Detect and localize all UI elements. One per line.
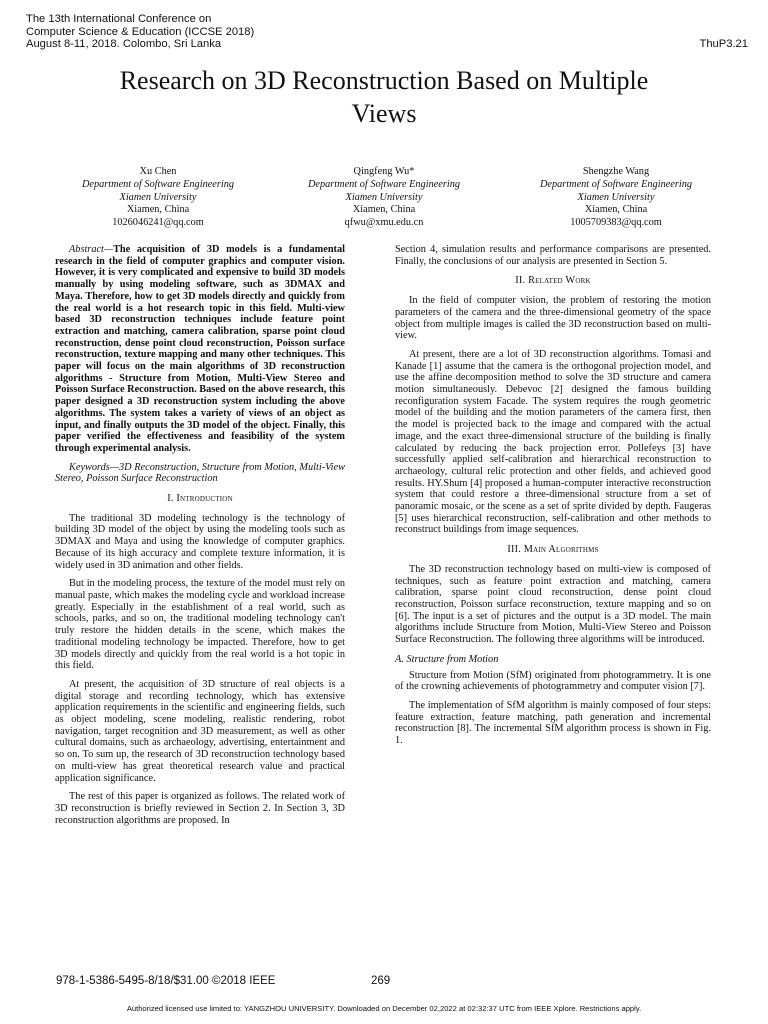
paragraph: The implementation of SfM algorithm is mainly composed of four steps: feature extraction, feature matching, path generation and incremental reconstruction [8]. The incremental SfM algorithm process is shown in Fig. 1. [395, 699, 711, 747]
paragraph: At present, there are a lot of 3D reconstruction algorithms. Tomasi and Kanade [1] assume that the camera is the orthogonal projection model, and use the affine decomposition method to solve the 3D structure and camera motion simultaneously. Debevoc [2] designed the famous building reconfiguration system Facade. The system requires the rough geometric model of the building and the motion parameters of the camera first, then the model is projected back to the image and compared with the actual image, and the exact three-dimensional structure of the building is finally calculated by reducing the back projection error. Pollefeys [3] have successfully applied self-calibration and hierarchical reconstruction to archaeology, cultural relic protection and other fields, and achieved good results. HY.Shum [4] proposed a human-computer interactive reconstruction system that could restore a three-dimensional structure from a set of panoramic mosaic, or the scene as a set of sprite divided by depth. Faugeras [5] uses hierarchical reconstruction, self-calibration and other methods to reconstruct buildings from image sequences. [395, 348, 711, 536]
license-notice: Authorized licensed use limited to: YANGZHOU UNIVERSITY. Downloaded on December 02,2022 at 02:32:37 UTC from IEEE Xplore. Restrictions apply. [126, 1004, 642, 1013]
author-name: Shengzhe Wang [582, 166, 650, 177]
paper-title-line1: Research on 3D Reconstruction Based on Multiple [119, 66, 649, 95]
author-university: Xiamen University [345, 191, 423, 203]
conference-name-line2: Computer Science & Education (ICCSE 2018) [26, 25, 255, 38]
session-code: ThuP3.21 [699, 38, 748, 50]
paragraph: Structure from Motion (SfM) originated from photogrammetry. It is one of the crowning achievements of photogrammetry and computer vision [7]. [395, 669, 711, 693]
author-card-2 [264, 166, 504, 230]
author-location: Xiamen, China [352, 204, 416, 216]
conference-name-line1: The 13th International Conference on [26, 13, 212, 25]
paper-title [40, 64, 728, 130]
author-location: Xiamen, China [584, 204, 648, 216]
subsection-heading-sfm: A. Structure from Motion [395, 653, 499, 665]
keywords: Keywords—3D Reconstruction, Structure from Motion, Multi-View Stereo, Poisson Surface Reconstruction [55, 461, 345, 485]
author-department: Department of Software Engineering [307, 178, 461, 190]
author-university: Xiamen University [577, 191, 655, 203]
author-email: 1005709383@qq.com [570, 217, 662, 229]
conference-header [26, 13, 254, 51]
section-heading-introduction: I. Introduction [167, 493, 233, 505]
section-heading-related-work: II. Related Work [515, 275, 591, 287]
right-column [395, 244, 711, 754]
author-department: Department of Software Engineering [81, 178, 235, 190]
abstract [55, 244, 345, 455]
paragraph: The 3D reconstruction technology based on multi-view is composed of techniques, such as feature point extraction and matching, camera calibration, sparse point cloud reconstruction, dense point cloud reconstruction, Poisson surface reconstruction, texture mapping and so on [6]. The input is a set of pictures and the output is a 3D model. The main algorithms include Structure from Motion, Multi-View Stereo and Poisson Surface Reconstruction. The following three algorithms will be introduced. [395, 563, 711, 646]
left-column [55, 244, 345, 833]
section-heading-main-algorithms: III. Main Algorithms [507, 544, 599, 556]
abstract-lead: Abstract— [69, 244, 114, 255]
paper-title-line2: Views [351, 99, 417, 128]
paragraph: The traditional 3D modeling technology is the technology of building 3D model of the object by using the modeling tools such as 3DMAX and Maya and using the knowledge of computer graphics. Because of its high accuracy and complete texture information, it is widely used in 3D animation and other fields. [55, 512, 345, 571]
author-card-1 [38, 166, 278, 230]
author-university: Xiamen University [119, 191, 197, 203]
abstract-body: The acquisition of 3D models is a fundamental research in the field of computer graphics and computer vision. However, it is very complicated and expensive to build 3D models manually by using modeling software, such as 3DMAX and Maya. Therefore, how to get 3D models directly and quickly from the real world is a hot research topic in this field. Multi-view based 3D reconstruction techniques include feature point extraction and matching, camera calibration, sparse point cloud reconstruction, dense point cloud reconstruction, Poisson surface reconstruction, texture mapping and many other techniques. This paper will focus on the main algorithms of 3D reconstruction algorithms - Structure from Motion, Multi-View Stereo and Poisson Surface Reconstruction. Based on the above research, this paper designed a 3D reconstruction system including the above algorithms. The system takes a variety of views of an object as input, and finally outputs the 3D model of the object. Finally, this paper verified the effectiveness and feasibility of the system through experimental analysis. [55, 244, 345, 454]
author-card-3 [496, 166, 736, 230]
author-location: Xiamen, China [126, 204, 190, 216]
author-block [0, 166, 768, 236]
conference-date-location: August 8-11, 2018. Colombo, Sri Lanka [26, 38, 222, 51]
paragraph: The rest of this paper is organized as follows. The related work of 3D reconstruction is briefly reviewed in Section 2. In Section 3, 3D reconstruction algorithms are proposed. In [55, 791, 345, 826]
paragraph: In the field of computer vision, the problem of restoring the motion parameters of the camera and the three-dimensional geometry of the space object from multiple images is called the 3D reconstruction based on multi-view. [395, 295, 711, 342]
author-name: Qingfeng Wu* [353, 166, 415, 177]
isbn-copyright: 978-1-5386-5495-8/18/$31.00 ©2018 IEEE [56, 975, 276, 987]
author-name: Xu Chen [139, 166, 177, 177]
author-email: qfwu@xmu.edu.cn [344, 217, 424, 229]
paragraph: At present, the acquisition of 3D structure of real objects is a digital storage and recording technology, which has extensive application requirements in the scientific and engineering fields, such as object modeling, scene modeling, realistic rendering, robot navigation, target recognition and 3D measurement, as well as other cultural domains, such as archaeology, advertising, entertainment and so on. To sum up, the research of 3D reconstruction technology based on multi-view has great theoretical research value and practical application significance. [55, 678, 345, 784]
author-department: Department of Software Engineering [539, 178, 693, 190]
author-email: 1026046241@qq.com [112, 217, 204, 229]
paragraph: Section 4, simulation results and performance comparisons are presented. Finally, the conclusions of our analysis are presented in Section 5. [395, 244, 711, 267]
paragraph: But in the modeling process, the texture of the model must rely on manual paste, which makes the modeling cycle and workload increase greatly. Especially in the establishment of a real world, such as schools, parks, and so on, the traditional modeling technology can't truly restore the hidden details in the scene, which makes the traditional modeling technology be impacted. Therefore, how to get 3D models directly and quickly from the real world is a hot topic in this field. [55, 578, 345, 672]
page-number: 269 [371, 975, 391, 987]
